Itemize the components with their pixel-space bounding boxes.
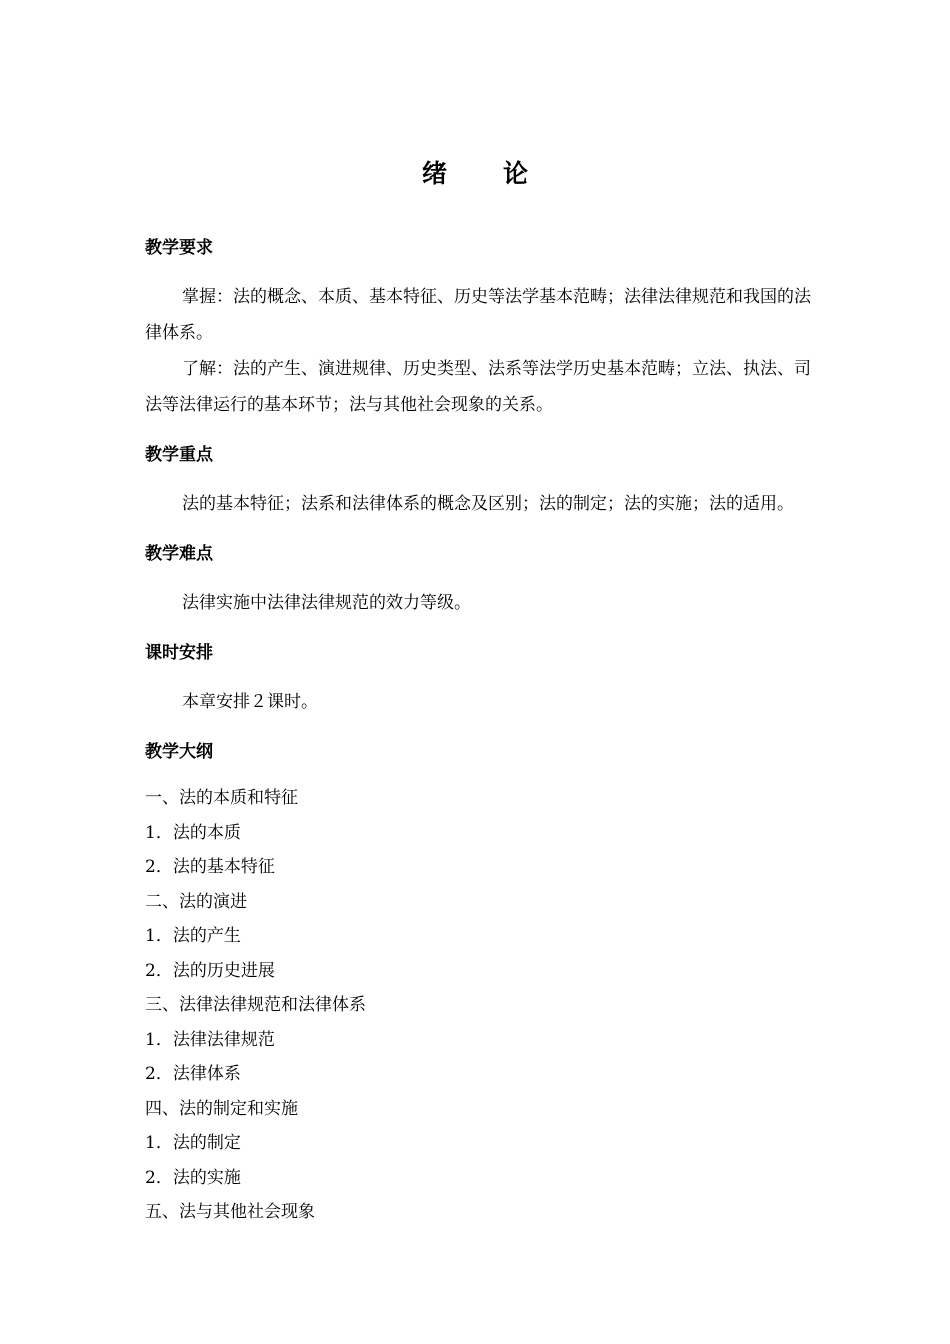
- outline-item: 2．法的基本特征: [145, 857, 275, 877]
- requirements-paragraph-master: 掌握：法的概念、本质、基本特征、历史等法学基本范畴；法律法律规范和我国的法律体系。: [145, 287, 811, 343]
- section-heading-difficulties: 教学难点: [145, 544, 213, 564]
- section-heading-outline: 教学大纲: [145, 742, 213, 762]
- page-title-left: 绪: [421, 159, 447, 188]
- outline-item: 2．法律体系: [145, 1064, 241, 1084]
- outline-item: 四、法的制定和实施: [145, 1098, 298, 1119]
- section-heading-key-points: 教学重点: [145, 445, 213, 465]
- page-title: [0, 154, 950, 190]
- outline-item: 五、法与其他社会现象: [145, 1202, 315, 1222]
- outline-item: 1．法律法律规范: [145, 1029, 275, 1050]
- outline-item: 1．法的制定: [145, 1133, 241, 1153]
- outline-item: 2．法的实施: [145, 1167, 241, 1188]
- outline-item: 三、法律法律规范和法律体系: [145, 995, 366, 1015]
- page-title-right: 论: [503, 159, 529, 188]
- document-body: [145, 236, 825, 1230]
- outline-item: 2．法的历史进展: [145, 960, 275, 981]
- outline-list: [145, 781, 825, 1230]
- outline-item: 一、法的本质和特征: [145, 788, 298, 808]
- section-heading-requirements: 教学要求: [145, 238, 213, 258]
- outline-item: 1．法的本质: [145, 822, 241, 843]
- outline-item: 1．法的产生: [145, 926, 241, 946]
- requirements-paragraph-understand: 了解：法的产生、演进规律、历史类型、法系等法学历史基本范畴；立法、执法、司法等法律运行的基本环节；法与其他社会现象的关系。: [145, 359, 811, 415]
- difficulties-paragraph: 法律实施中法律法律规范的效力等级。: [182, 593, 471, 613]
- schedule-paragraph: 本章安排２课时。: [182, 692, 318, 712]
- key-points-paragraph: 法的基本特征；法系和法律体系的概念及区别；法的制定；法的实施；法的适用。: [182, 494, 794, 514]
- section-heading-schedule: 课时安排: [145, 643, 213, 663]
- outline-item: 二、法的演进: [145, 891, 247, 912]
